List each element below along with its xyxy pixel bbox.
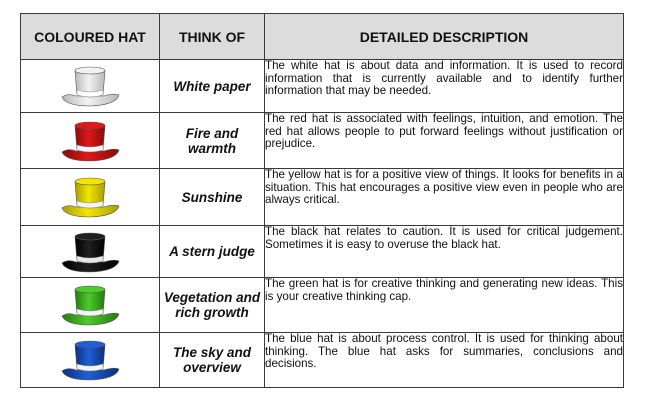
table-row — [21, 60, 624, 113]
six-hats-table — [20, 13, 624, 388]
think-of-label: Sunshine — [160, 169, 265, 226]
header-coloured-hat: COLOURED HAT — [21, 14, 160, 60]
table-row — [21, 226, 624, 278]
think-of-label: A stern judge — [160, 226, 265, 278]
header-think-of: THINK OF — [160, 14, 265, 60]
header-row — [21, 14, 624, 60]
hat-cell — [21, 60, 160, 113]
hat-cell — [21, 333, 160, 388]
description-text: The green hat is for creative thinking and generating new ideas. This is your creative thinking cap. — [265, 278, 624, 333]
description-text: The red hat is associated with feelings, intuition, and emotion. The red hat allows people to put forward feelings without justification or prejudice. — [265, 113, 624, 169]
think-of-label: Vegetation and rich growth — [160, 278, 265, 333]
description-text: The white hat is about data and information. It is used to record information that is currently available and to identify further information that may be needed. — [265, 60, 624, 113]
black-top-hat-icon — [58, 229, 122, 275]
table-row — [21, 278, 624, 333]
white-top-hat-icon — [58, 63, 122, 109]
header-detailed-description: DETAILED DESCRIPTION — [265, 14, 624, 60]
hat-cell — [21, 113, 160, 169]
table-row — [21, 333, 624, 388]
think-of-label: The sky and overview — [160, 333, 265, 388]
hat-cell — [21, 169, 160, 226]
description-text: The black hat relates to caution. It is used for critical judgement. Sometimes it is easy to overuse the black hat. — [265, 226, 624, 278]
green-top-hat-icon — [58, 282, 122, 328]
table-row — [21, 113, 624, 169]
hat-cell — [21, 226, 160, 278]
red-top-hat-icon — [58, 118, 122, 164]
hat-cell — [21, 278, 160, 333]
think-of-label: White paper — [160, 60, 265, 113]
think-of-label: Fire and warmth — [160, 113, 265, 169]
table-row — [21, 169, 624, 226]
yellow-top-hat-icon — [58, 174, 122, 220]
blue-top-hat-icon — [58, 337, 122, 383]
description-text: The blue hat is about process control. It is used for thinking about thinking. The blue hat asks for summaries, conclusions and decisions. — [265, 333, 624, 388]
description-text: The yellow hat is for a positive view of things. It looks for benefits in a situation. This hat encourages a positive view even in people who are always critical. — [265, 169, 624, 226]
